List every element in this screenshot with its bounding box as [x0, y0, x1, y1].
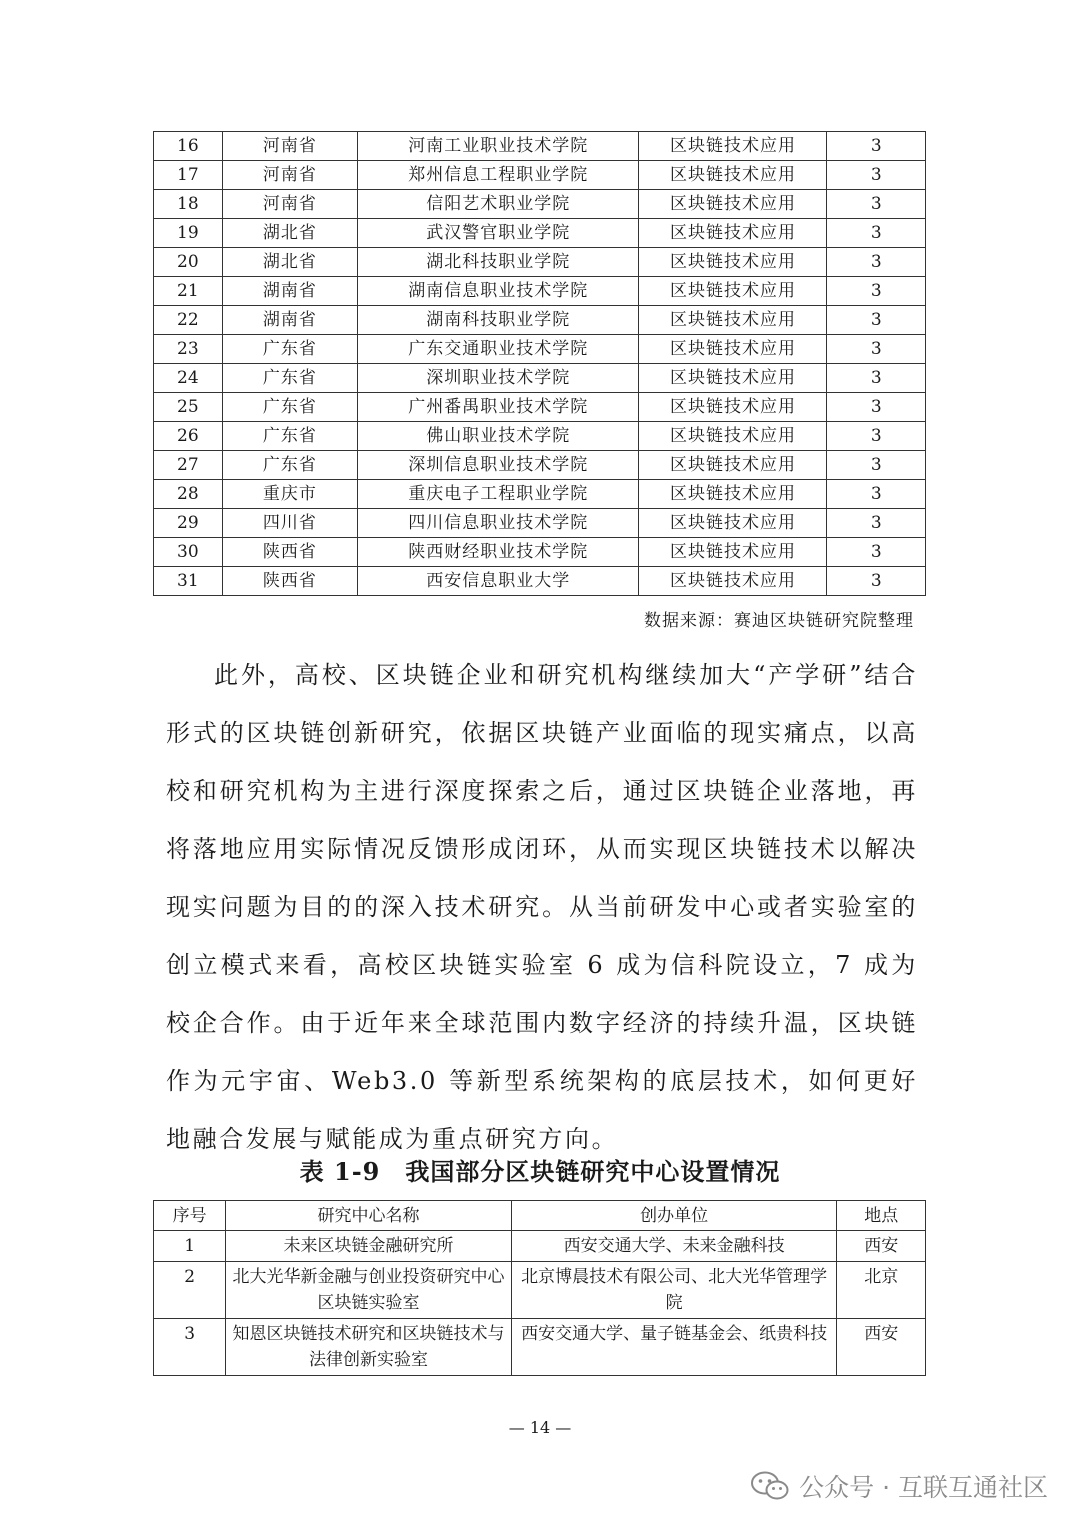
- cell-province: 广东省: [222, 393, 357, 422]
- table-row: [154, 422, 926, 451]
- cell-province: 重庆市: [222, 480, 357, 509]
- cell-location: 西安: [837, 1231, 926, 1262]
- cell-major: 区块链技术应用: [639, 306, 827, 335]
- table-row: [154, 277, 926, 306]
- cell-college: 广州番禺职业技术学院: [358, 393, 639, 422]
- cell-years: 3: [827, 306, 926, 335]
- cell-major: 区块链技术应用: [639, 190, 827, 219]
- colleges-table: [153, 131, 926, 596]
- cell-province: 四川省: [222, 509, 357, 538]
- cell-index: 28: [154, 480, 223, 509]
- watermark: [751, 1468, 1048, 1504]
- cell-years: 3: [827, 219, 926, 248]
- cell-major: 区块链技术应用: [639, 277, 827, 306]
- cell-center-name: 北大光华新金融与创业投资研究中心区块链实验室: [226, 1262, 511, 1319]
- table-row: [154, 306, 926, 335]
- table-row: [154, 538, 926, 567]
- cell-major: 区块链技术应用: [639, 480, 827, 509]
- cell-index: 31: [154, 567, 223, 596]
- cell-province: 广东省: [222, 422, 357, 451]
- cell-years: 3: [827, 248, 926, 277]
- cell-location: 西安: [837, 1319, 926, 1376]
- table-header-row: [154, 1201, 926, 1231]
- header-index: 序号: [154, 1201, 226, 1231]
- cell-founder: 西安交通大学、量子链基金会、纸贵科技: [511, 1319, 837, 1376]
- cell-college: 郑州信息工程职业学院: [358, 161, 639, 190]
- cell-index: 19: [154, 219, 223, 248]
- cell-college: 深圳职业技术学院: [358, 364, 639, 393]
- table-row: [154, 335, 926, 364]
- header-location: 地点: [837, 1201, 926, 1231]
- cell-province: 湖南省: [222, 277, 357, 306]
- cell-province: 河南省: [222, 132, 357, 161]
- cell-index: 24: [154, 364, 223, 393]
- table-row: [154, 393, 926, 422]
- cell-college: 西安信息职业大学: [358, 567, 639, 596]
- table-row: [154, 1319, 926, 1376]
- cell-college: 深圳信息职业技术学院: [358, 451, 639, 480]
- cell-major: 区块链技术应用: [639, 393, 827, 422]
- cell-college: 河南工业职业技术学院: [358, 132, 639, 161]
- cell-index: 17: [154, 161, 223, 190]
- cell-major: 区块链技术应用: [639, 132, 827, 161]
- cell-years: 3: [827, 132, 926, 161]
- research-centers-table: [153, 1200, 926, 1376]
- cell-major: 区块链技术应用: [639, 509, 827, 538]
- cell-province: 陕西省: [222, 538, 357, 567]
- cell-province: 湖北省: [222, 248, 357, 277]
- table-title: 表 1-9 我国部分区块链研究中心设置情况: [299, 1157, 781, 1186]
- table-row: [154, 364, 926, 393]
- cell-major: 区块链技术应用: [639, 219, 827, 248]
- cell-college: 广东交通职业技术学院: [358, 335, 639, 364]
- cell-index: 20: [154, 248, 223, 277]
- cell-college: 湖南科技职业学院: [358, 306, 639, 335]
- cell-college: 重庆电子工程职业学院: [358, 480, 639, 509]
- cell-province: 河南省: [222, 190, 357, 219]
- cell-college: 佛山职业技术学院: [358, 422, 639, 451]
- table-row: [154, 509, 926, 538]
- cell-years: 3: [827, 538, 926, 567]
- cell-years: 3: [827, 509, 926, 538]
- table-row: [154, 132, 926, 161]
- cell-index: 18: [154, 190, 223, 219]
- cell-founder: 西安交通大学、未来金融科技: [511, 1231, 837, 1262]
- wechat-icon: [751, 1471, 789, 1501]
- cell-province: 广东省: [222, 451, 357, 480]
- table-row: [154, 1262, 926, 1319]
- table-row: [154, 190, 926, 219]
- cell-major: 区块链技术应用: [639, 335, 827, 364]
- cell-years: 3: [827, 364, 926, 393]
- cell-major: 区块链技术应用: [639, 538, 827, 567]
- cell-years: 3: [827, 190, 926, 219]
- cell-college: 湖北科技职业学院: [358, 248, 639, 277]
- table-row: [154, 451, 926, 480]
- cell-college: 陕西财经职业技术学院: [358, 538, 639, 567]
- cell-major: 区块链技术应用: [639, 248, 827, 277]
- header-center-name: 研究中心名称: [226, 1201, 511, 1231]
- cell-major: 区块链技术应用: [639, 161, 827, 190]
- cell-index: 1: [154, 1231, 226, 1262]
- body-paragraph: 此外，高校、区块链企业和研究机构继续加大“产学研”结合形式的区块链创新研究，依据区块链产业面临的现实痛点，以高校和研究机构为主进行深度探索之后，通过区块链企业落地，再将落地应用实际情况反馈形成闭环，从而实现区块链技术以解决现实问题为目的的深入技术研究。从当前研发中心或者实验室的创立模式来看，高校区块链实验室 6 成为信科院设立，7 成为校企合作。由于近年来全球范围内数字经济的持续升温，区块链作为元宇宙、Web3.0 等新型系统架构的底层技术，如何更好地融合发展与赋能成为重点研究方向。: [166, 661, 918, 1153]
- cell-index: 30: [154, 538, 223, 567]
- cell-province: 广东省: [222, 364, 357, 393]
- cell-founder: 北京博晨技术有限公司、北大光华管理学院: [511, 1262, 837, 1319]
- cell-index: 26: [154, 422, 223, 451]
- table-row: [154, 161, 926, 190]
- source-note: 数据来源：赛迪区块链研究院整理: [644, 611, 914, 631]
- cell-index: 23: [154, 335, 223, 364]
- cell-years: 3: [827, 451, 926, 480]
- cell-years: 3: [827, 422, 926, 451]
- cell-college: 信阳艺术职业学院: [358, 190, 639, 219]
- cell-center-name: 未来区块链金融研究所: [226, 1231, 511, 1262]
- cell-location: 北京: [837, 1262, 926, 1319]
- page-number: — 14 —: [508, 1418, 572, 1437]
- cell-index: 2: [154, 1262, 226, 1319]
- cell-province: 湖北省: [222, 219, 357, 248]
- cell-province: 广东省: [222, 335, 357, 364]
- cell-index: 25: [154, 393, 223, 422]
- table-row: [154, 1231, 926, 1262]
- cell-index: 27: [154, 451, 223, 480]
- cell-major: 区块链技术应用: [639, 567, 827, 596]
- cell-years: 3: [827, 393, 926, 422]
- cell-college: 湖南信息职业技术学院: [358, 277, 639, 306]
- cell-years: 3: [827, 277, 926, 306]
- cell-province: 湖南省: [222, 306, 357, 335]
- cell-major: 区块链技术应用: [639, 451, 827, 480]
- cell-college: 四川信息职业技术学院: [358, 509, 639, 538]
- cell-major: 区块链技术应用: [639, 422, 827, 451]
- table-row: [154, 480, 926, 509]
- cell-index: 3: [154, 1319, 226, 1376]
- cell-college: 武汉警官职业学院: [358, 219, 639, 248]
- cell-province: 陕西省: [222, 567, 357, 596]
- cell-years: 3: [827, 480, 926, 509]
- cell-index: 22: [154, 306, 223, 335]
- header-founder: 创办单位: [511, 1201, 837, 1231]
- cell-index: 29: [154, 509, 223, 538]
- cell-years: 3: [827, 161, 926, 190]
- table-row: [154, 248, 926, 277]
- cell-center-name: 知恩区块链技术研究和区块链技术与法律创新实验室: [226, 1319, 511, 1376]
- cell-years: 3: [827, 567, 926, 596]
- cell-index: 16: [154, 132, 223, 161]
- cell-index: 21: [154, 277, 223, 306]
- cell-province: 河南省: [222, 161, 357, 190]
- watermark-text: 公众号 · 互联互通社区: [799, 1473, 1048, 1502]
- cell-major: 区块链技术应用: [639, 364, 827, 393]
- table-row: [154, 567, 926, 596]
- table-row: [154, 219, 926, 248]
- cell-years: 3: [827, 335, 926, 364]
